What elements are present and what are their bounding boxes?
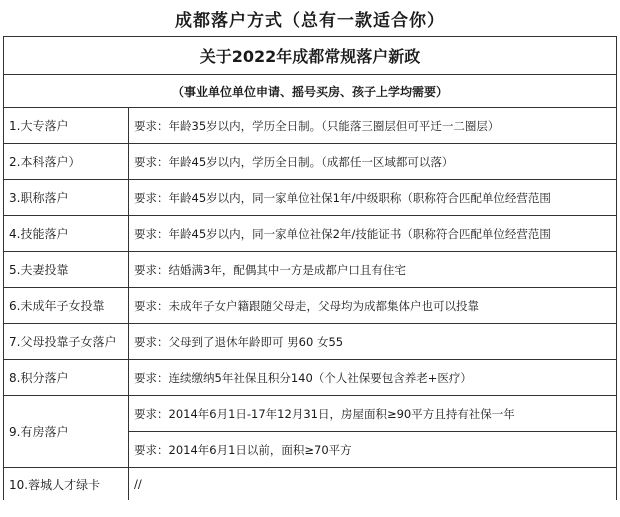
table-row — [4, 360, 617, 396]
table-row — [4, 396, 617, 432]
row-requirement: // — [129, 468, 617, 501]
row-category: 1.大专落户 — [4, 108, 129, 144]
row-category: 7.父母投靠子女落户 — [4, 324, 129, 360]
row-requirement: 要求：年龄45岁以内，同一家单位社保1年/中级职称（职称符合匹配单位经营范围 — [129, 180, 617, 216]
table-row — [4, 144, 617, 180]
row-requirement: 要求：结婚满3年，配偶其中一方是成都户口且有住宅 — [129, 252, 617, 288]
row-requirement: 要求：2014年6月1日-17年12月31日，房屋面积≥90平方且持有社保一年 — [129, 396, 617, 432]
policy-table — [3, 0, 617, 500]
row-category: 9.有房落户 — [4, 396, 129, 468]
row-category: 2.本科落户） — [4, 144, 129, 180]
table-row — [4, 468, 617, 501]
table-row — [4, 288, 617, 324]
table-row — [4, 216, 617, 252]
row-requirement: 要求：年龄35岁以内，学历全日制。（只能落三圈层但可平迁一二圈层） — [129, 108, 617, 144]
row-category: 3.职称落户 — [4, 180, 129, 216]
row-category: 5.夫妻投靠 — [4, 252, 129, 288]
table-row — [4, 324, 617, 360]
table-note: （事业单位单位申请、摇号买房、孩子上学均需要） — [4, 75, 617, 108]
table-subtitle: 关于2022年成都常规落户新政 — [4, 37, 617, 75]
row-requirement: 要求：连续缴纳5年社保且积分140（个人社保要包含养老+医疗） — [129, 360, 617, 396]
row-requirement: 要求：2014年6月1日以前，面积≥70平方 — [129, 432, 617, 468]
row-requirement: 要求：年龄45岁以内，学历全日制。（成都任一区域都可以落） — [129, 144, 617, 180]
row-category: 4.技能落户 — [4, 216, 129, 252]
page-title: 成都落户方式（总有一款适合你） — [4, 0, 617, 37]
table-row — [4, 252, 617, 288]
row-requirement: 要求：未成年子女户籍跟随父母走，父母均为成都集体户也可以投靠 — [129, 288, 617, 324]
table-row — [4, 180, 617, 216]
row-requirement: 要求：父母到了退休年龄即可 男60 女55 — [129, 324, 617, 360]
row-category: 10.蓉城人才绿卡 — [4, 468, 129, 501]
row-category: 6.未成年子女投靠 — [4, 288, 129, 324]
row-category: 8.积分落户 — [4, 360, 129, 396]
row-requirement: 要求：年龄45岁以内，同一家单位社保2年/技能证书（职称符合匹配单位经营范围 — [129, 216, 617, 252]
table-row — [4, 108, 617, 144]
